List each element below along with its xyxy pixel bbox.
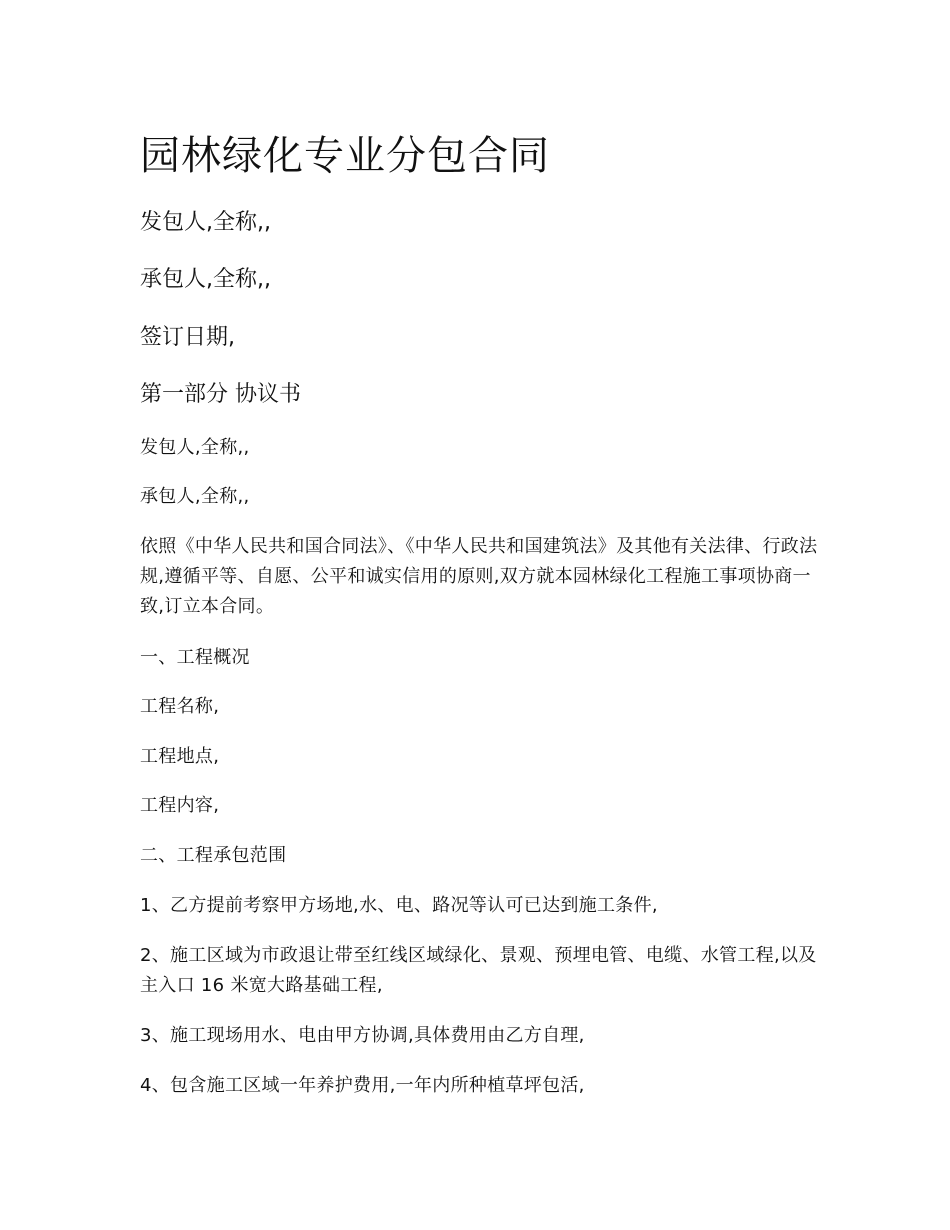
header-line-issuer: 发包人,全称,,	[140, 210, 271, 235]
paragraph-preamble: 依照《中华人民共和国合同法》、《中华人民共和国建筑法》及其他有关法律、行政法规,遵循平等、自愿、公平和诚实信用的原则,双方就本园林绿化工程施工事项协商一致,订立本合同。	[140, 536, 818, 617]
scope-item-2: 2、施工区域为市政退让带至红线区域绿化、景观、预埋电管、电缆、水管工程,以及主入口 16 米宽大路基础工程,	[140, 945, 817, 996]
section-heading-overview: 一、工程概况	[140, 647, 250, 668]
scope-item-3: 3、施工现场用水、电由甲方协调,具体费用由乙方自理,	[140, 1025, 585, 1046]
paragraph-project-content: 工程内容,	[140, 795, 220, 816]
part-heading: 第一部分 协议书	[140, 382, 301, 407]
document-title: 园林绿化专业分包合同	[140, 133, 550, 179]
paragraph-project-name: 工程名称,	[140, 696, 220, 717]
paragraph-contractor: 承包人,全称,,	[140, 486, 250, 507]
paragraph-project-location: 工程地点,	[140, 746, 220, 767]
scope-item-4: 4、包含施工区域一年养护费用,一年内所种植草坪包活,	[140, 1075, 585, 1096]
header-line-sign-date: 签订日期,	[140, 325, 235, 350]
scope-item-1: 1、乙方提前考察甲方场地,水、电、路况等认可已达到施工条件,	[140, 895, 658, 916]
header-line-contractor: 承包人,全称,,	[140, 267, 271, 292]
paragraph-issuer: 发包人,全称,,	[140, 437, 250, 458]
section-heading-scope: 二、工程承包范围	[140, 845, 287, 866]
